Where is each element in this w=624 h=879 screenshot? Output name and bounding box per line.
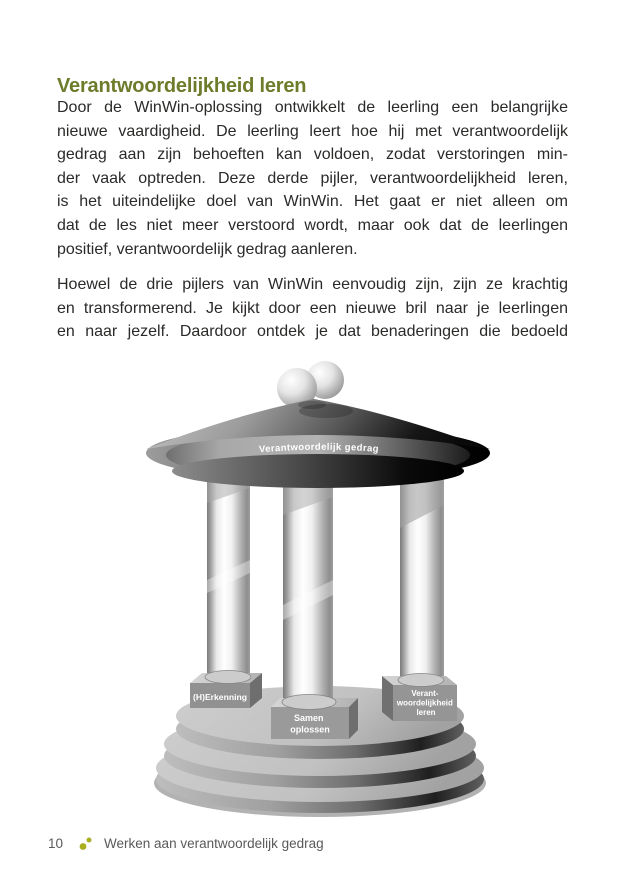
page-footer [48,833,324,853]
text-line: positief, verantwoordelijk gedrag aanleren. [57,240,358,258]
text-line: der vaak optreden. Deze derde pijler, verantwoordelijkheid leren, [57,169,568,187]
pedestal-middle [271,695,358,740]
column-right [395,456,449,689]
text-line: gedrag aan zijn behoeften kan voldoen, zodat verstoringen min- [57,146,568,164]
pedestal-left-label: (H)Erkenning [193,692,247,702]
pedestal-right [382,674,457,722]
text-line: Door de WinWin-oplossing ontwikkelt de leerling een belangrijke [57,99,568,116]
page-title: Verantwoordelijkheid leren [57,75,307,97]
text-line: nieuwe vaardigheid. De leerling leert hoe hij met verantwoordelijk [57,122,568,140]
paragraph-2 [57,273,568,344]
column-middle [278,461,338,706]
temple-illustration [100,355,540,825]
roof-frieze-label: Verantwoordelijk gedrag [258,441,380,456]
body-text [57,96,568,344]
footer-text: Werken aan verantwoordelijk gedrag [104,835,324,851]
pedestal-right-label: Verant- woordelijkheid leren [396,689,453,717]
page-number: 10 [48,835,64,851]
text-line: dat de les niet meer verstoord wordt, maar ook dat de leerlingen [57,216,568,234]
text-line: en naar jezelf. Daardoor ontdek je dat benaderingen die bedoeld [57,323,568,341]
paragraph-1 [57,96,568,261]
column-left [202,458,256,687]
text-line: is het uiteindelijke doel van WinWin. Het gaat er niet alleen om [57,193,568,211]
footer-dots-icon [78,835,94,852]
pedestal-left [190,671,262,709]
text-line: Hoewel de drie pijlers van WinWin eenvoudig zijn, zijn ze krachtig [57,276,568,294]
pedestal-middle-label: Samen oplossen [290,713,330,735]
text-line: en transformerend. Je kijkt door een nieuwe bril naar je leerlingen [57,299,568,317]
temple-roof [146,399,490,488]
